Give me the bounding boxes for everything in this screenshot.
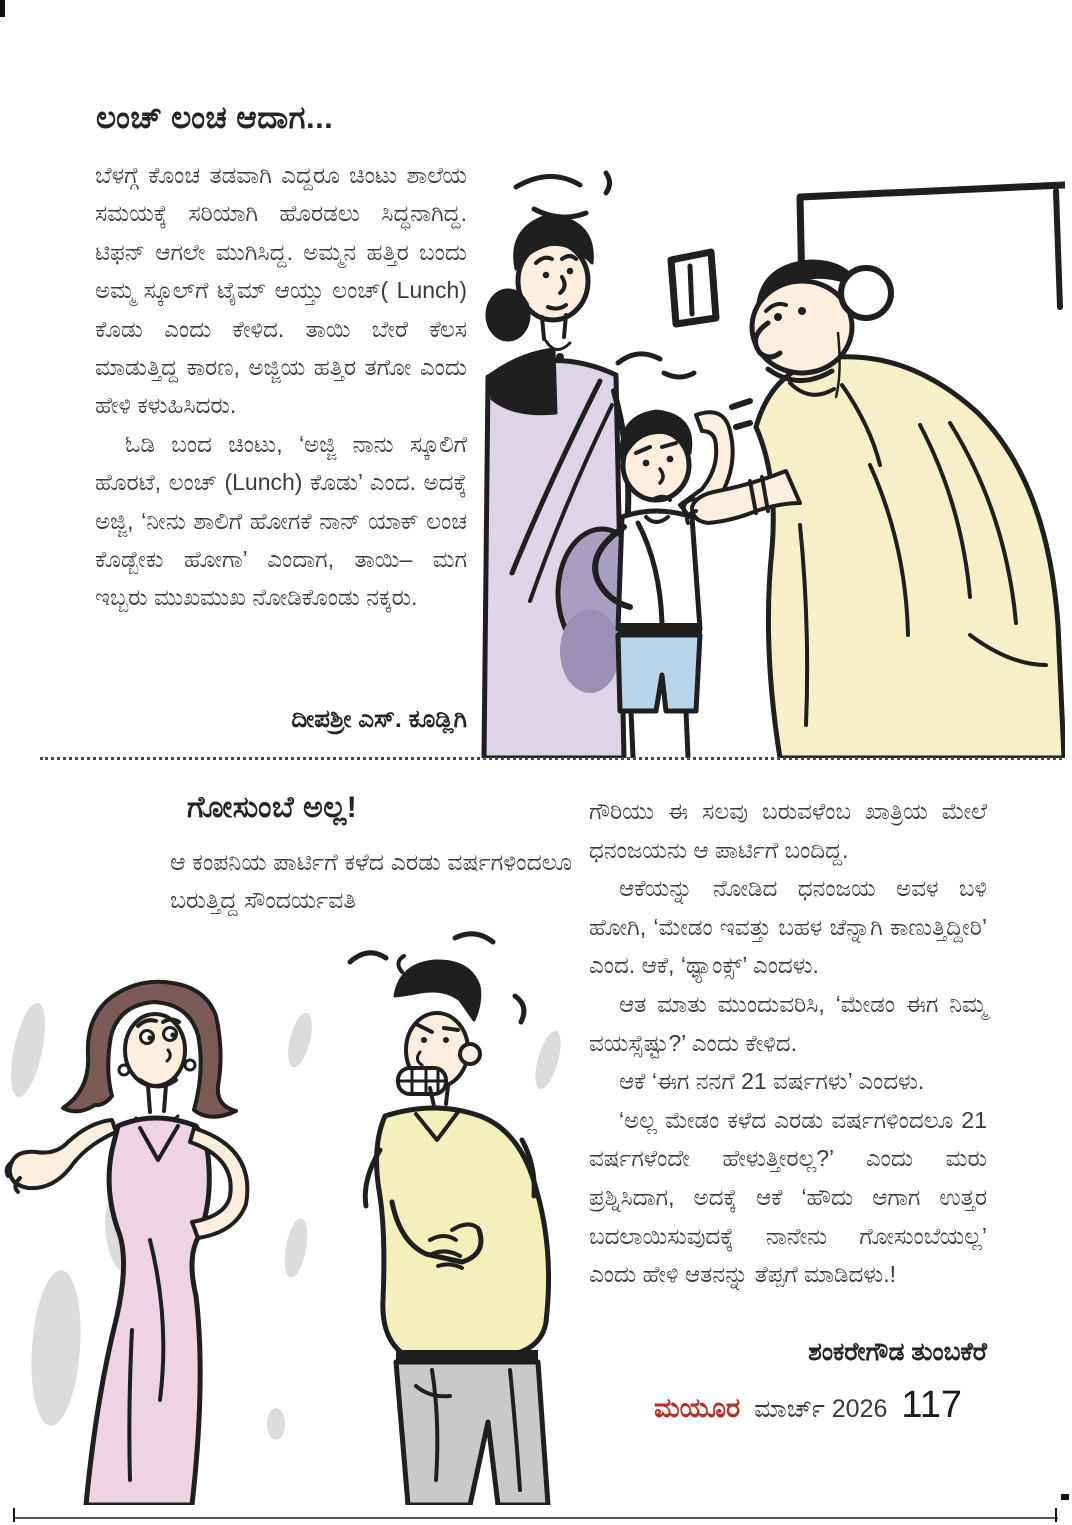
trim-mark-top-left [0, 0, 5, 17]
page-bottom-rule [14, 1517, 1058, 1519]
story2-paragraph-1: ಗೌರಿಯು ಈ ಸಲವು ಬರುವಳೆಂಬ ಖಾತ್ರಿಯ ಮೇಲೆ ಧನಂಜಯನು ಆ ಪಾರ್ಟಿಗೆ ಬಂದಿದ್ದ. [589, 798, 987, 863]
story1-title: ಲಂಚ್ ಲಂಚ ಆದಾಗ... [96, 100, 334, 135]
story2-paragraph-2: ಆಕೆಯನ್ನು ನೋಡಿದ ಧನಂಜಯ ಅವಳ ಬಳಿ ಹೋಗಿ, ‘ಮೇಡಂ ಇವತ್ತು ಬಹಳ ಚೆನ್ನಾಗಿ ಕಾಣುತ್ತಿದ್ದೀರಿ’ ಎಂದ. ಆಕೆ, ‘ಥ್ಯಾಂಕ್ಸ್’ ಎಂದಳು. [589, 875, 987, 979]
trim-tick-right [1055, 1508, 1057, 1522]
story2-paragraph-3: ಆತ ಮಾತು ಮುಂದುವರಿಸಿ, ‘ಮೇಡಂ ಈಗ ನಿಮ್ಮ ವಯಸ್ಸೆಷ್ಟು?’ ಎಂದು ಕೇಳಿದ. [589, 990, 987, 1056]
issue-date: ಮಾರ್ಚ್ 2026 [754, 1395, 888, 1423]
story2-author: ಶಂಕರೇಗೌಡ ತುಂಬಕೆರೆ [808, 1338, 987, 1366]
lunch-scene-cartoon [450, 165, 1065, 758]
story2-paragraph-4: ಆಕೆ ‘ಈಗ ನನಗೆ 21 ವರ್ಷಗಳು’ ಎಂದಳು. [619, 1068, 925, 1095]
page-footer [654, 1384, 962, 1427]
story2-body [589, 792, 987, 1294]
story1-body [95, 156, 467, 617]
story2-paragraph-5: ‘ಅಲ್ಲ ಮೇಡಂ ಕಳೆದ ಎರಡು ವರ್ಷಗಳಿಂದಲೂ 21 ವರ್ಷಗಳೆಂದೇ ಹೇಳುತ್ತೀರಲ್ಲ?’ ಎಂದು ಮರು ಪ್ರಶ್ನಿಸಿದಾಗ, ಅದಕ್ಕೆ ಆಕೆ ‘ಹೌದು ಆಗಾಗ ಉತ್ತರ ಬದಲಾಯಿಸುವುದಕ್ಕೆ ನಾನೇನು ಗೋಸುಂಬೆಯಲ್ಲ’ ಎಂದು ಹೇಳಿ ಆತನನ್ನು ತೆಪ್ಪಗೆ ಮಾಡಿದಳು.! [589, 1106, 987, 1288]
trim-mark-bottom-right [1061, 1494, 1069, 1500]
party-scene-cartoon [0, 900, 590, 1505]
man-figure [350, 934, 549, 1505]
story1-author: ದೀಪಶ್ರೀ ಎಸ್. ಕೂಡ್ಲಿಗಿ [291, 706, 467, 733]
story2-title: ಗೋಸುಂಬೆ ಅಲ್ಲ! [187, 791, 358, 824]
page-number: 117 [901, 1384, 962, 1426]
section-divider-dotted [40, 757, 1062, 760]
woman-figure [7, 982, 248, 1505]
story1-paragraph-1: ಬೆಳಗ್ಗೆ ಕೊಂಚ ತಡವಾಗಿ ಎದ್ದರೂ ಚಿಂಟು ಶಾಲೆಯ ಸಮಯಕ್ಕೆ ಸರಿಯಾಗಿ ಹೊರಡಲು ಸಿದ್ಧನಾಗಿದ್ದ. ಟಿಫನ್ ಆಗಲೇ ಮುಗಿಸಿದ್ದ. ಅಮ್ಮನ ಹತ್ತಿರ ಬಂದು ಅಮ್ಮ ಸ್ಕೂಲ್‌ಗೆ ಟೈಮ್ ಆಯ್ತು ಲಂಚ್( Lunch) ಕೊಡು ಎಂದು ಕೇಳಿದ. ತಾಯಿ ಬೇರೆ ಕೆಲಸ ಮಾಡುತ್ತಿದ್ದ ಕಾರಣ, ಅಜ್ಜಿಯ ಹತ್ತಿರ ತಗೋ ಎಂದು ಹೇಳಿ ಕಳುಹಿಸಿದರು. [95, 162, 467, 419]
trim-tick-left [13, 1508, 15, 1522]
grandma-figure [684, 261, 1064, 758]
magazine-name: ಮಯೂರ [654, 1393, 741, 1423]
story2-intro: ಆ ಕಂಪನಿಯ ಪಾರ್ಟಿಗೆ ಕಳೆದ ಎರಡು ವರ್ಷಗಳಿಂದಲೂ ಬರುತ್ತಿದ್ದ ಸೌಂದರ್ಯವತಿ [170, 849, 572, 913]
story1-paragraph-2: ಓಡಿ ಬಂದ ಚಿಂಟು, ‘ಅಜ್ಜಿ ನಾನು ಸ್ಕೂಲಿಗೆ ಹೊರಟೆ, ಲಂಚ್ (Lunch) ಕೊಡು’ ಎಂದ. ಅದಕ್ಕೆ ಅಜ್ಜಿ, ‘ನೀನು ಶಾಲಿಗೆ ಹೋಗಕೆ ನಾನ್ ಯಾಕ್ ಲಂಚ ಕೊಡ್ಬೇಕು ಹೋಗಾ’ ಎಂದಾಗ, ತಾಯಿ– ಮಗ ಇಬ್ಬರು ಮುಖಮುಖ ನೋಡಿಕೊಂಡು ನಕ್ಕರು. [95, 430, 467, 611]
